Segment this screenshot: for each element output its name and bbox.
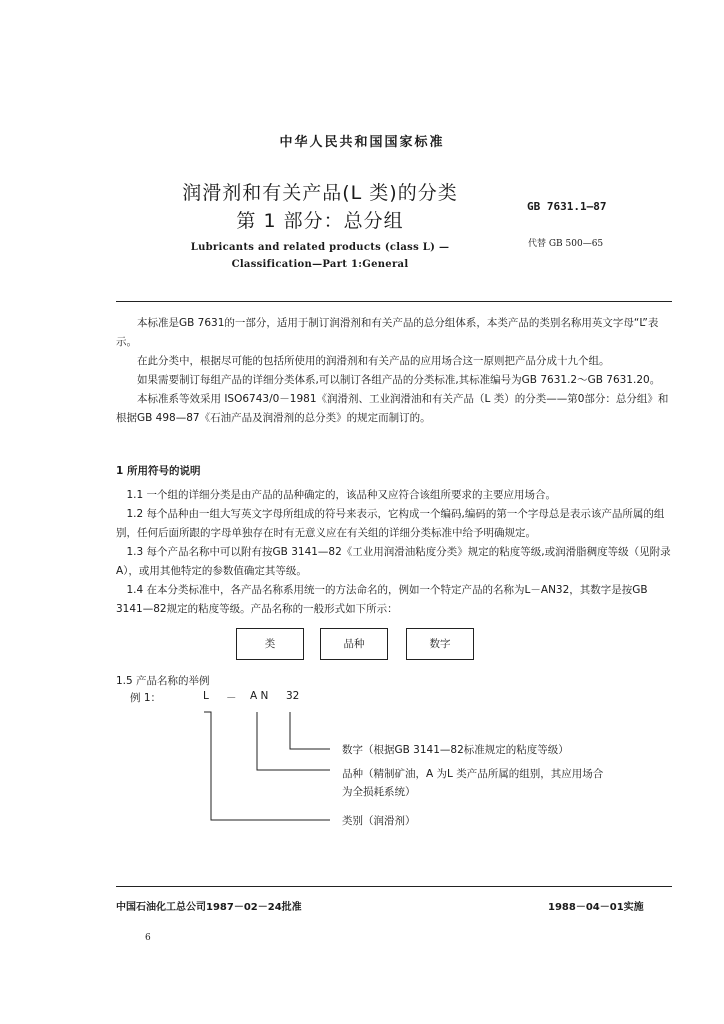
intro-paragraph-3: 如果需要制订每组产品的详细分类体系,可以制订各组产品的分类标准,其标准编号为GB 7631.2～GB 7631.20。: [137, 374, 661, 386]
clause-1-1: 1.1 一个组的详细分类是由产品的品种确定的，该品种又应符合该组所要求的主要应用场合。: [126, 489, 557, 501]
footer-divider: [116, 886, 672, 887]
standard-number: GB 7631.1—87: [527, 200, 607, 213]
format-box-class: 类: [236, 628, 304, 660]
example-code-dash: －: [226, 692, 237, 704]
example-code-L: L: [203, 690, 209, 702]
format-box-number: 数字: [406, 628, 474, 660]
implementation-date: 1988－04－01实施: [548, 902, 644, 913]
issued-date: 中国石油化工总公司1987－02－24批准: [116, 902, 302, 913]
example-code-number: 32: [286, 690, 300, 702]
note-variety-line2: 为全损耗系统）: [342, 786, 416, 798]
note-class: 类别（润滑剂）: [342, 815, 416, 827]
leader-line-number: [290, 712, 330, 749]
note-variety-line1: 品种（精制矿油，A 为L 类产品所属的组别，其应用场合: [342, 768, 604, 780]
intro-paragraph-2: 在此分类中，根据尽可能的包括所使用的润滑剂和有关产品的应用场合这一原则把产品分成十九个组。: [137, 355, 610, 367]
national-standard-label: 中华人民共和国国家标准: [279, 135, 445, 150]
document-title-line2: 第 1 部分：总分组: [236, 210, 404, 232]
leader-line-variety: [257, 712, 330, 770]
clause-1-5: 1.5 产品名称的举例: [116, 675, 210, 687]
clause-1-4: 1.4 在本分类标准中，各产品名称系用统一的方法命名的，例如一个特定产品的名称为L－AN32，其数字是按GB 3141—82规定的粘度等级。产品名称的一般形式如下所示：: [116, 584, 648, 615]
section-1-heading: 1 所用符号的说明: [116, 465, 201, 477]
clause-1-3: 1.3 每个产品名称中可以附有按GB 3141—82《工业用润滑油粘度分类》规定的粘度等级,或润滑脂稠度等级（见附录A），或用其他特定的参数值确定其等级。: [116, 546, 671, 577]
intro-paragraph-4: 本标准系等效采用 ISO6743/0－1981《润滑剂、工业润滑油和有关产品（L 类）的分类——第0部分：总分组》和根据GB 498—87《石油产品及润滑剂的总分类》的规定而制订的。: [116, 393, 669, 424]
leader-line-class: [204, 712, 330, 820]
example-code-AN: A N: [250, 690, 269, 702]
page-number: 6: [145, 933, 151, 943]
english-title-line2: Classification—Part 1:General: [231, 259, 409, 270]
clause-1-2: 1.2 每个品种由一组大写英文字母所组成的符号来表示，它构成一个编码,编码的第一个字母总是表示该产品所属的组别，任何后面所跟的字母单独存在时有无意义应在有关组的详细分类标准中给予明确规定。: [116, 508, 665, 539]
document-title-line1: 润滑剂和有关产品(L 类)的分类: [182, 182, 458, 204]
example-label: 例 1：: [130, 692, 162, 704]
english-title-line1: Lubricants and related products (class L) —: [190, 242, 450, 253]
intro-paragraph-1: 本标准是GB 7631的一部分，适用于制订润滑剂和有关产品的总分组体系，本类产品的类别名称用英文字母“L”表示。: [116, 317, 659, 348]
format-box-variety: 品种: [320, 628, 388, 660]
note-number: 数字（根据GB 3141—82标准规定的粘度等级）: [342, 744, 569, 756]
replaces-note: 代替 GB 500—65: [528, 239, 604, 249]
